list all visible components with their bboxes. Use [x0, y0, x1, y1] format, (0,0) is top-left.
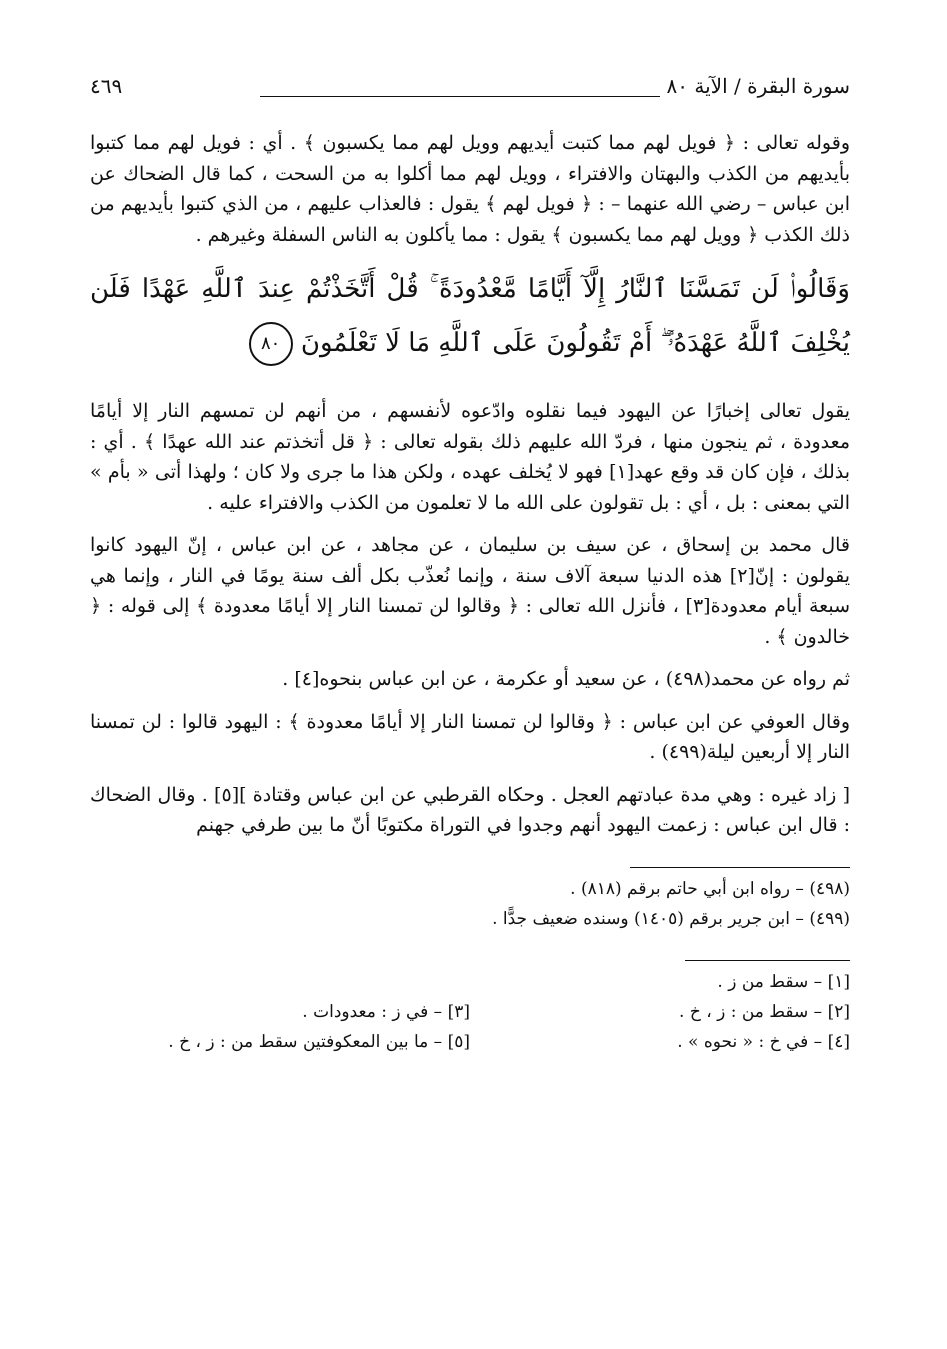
footnote-empty [90, 967, 470, 997]
footnote-4: [٤] – في خ : « نحوه » . [677, 1031, 850, 1052]
verse-text: وَقَالُوا۟ لَن تَمَسَّنَا ٱلنَّارُ إِلَّآ أَيَّامًا مَّعْدُودَةً ۚ قُلْ أَتَّخَذْتُمْ عِندَ ٱللَّهِ عَهْدًا فَلَن يُخْلِفَ ٱللَّهُ عَهْدَهُۥٓ ۖ أَمْ تَقُولُونَ عَلَى ٱللَّهِ مَا لَا تَعْلَمُونَ [90, 274, 850, 358]
footnote-5: [٥] – ما بين المعكوفتين سقط من : ز ، خ . [168, 1031, 470, 1052]
paragraph-commentary-3: قال محمد بن إسحاق ، عن سيف بن سليمان ، عن مجاهد ، عن ابن عباس ، إنّ اليهود كانوا يقولون : إنّ[٢] هذه الدنيا سبعة آلاف سنة ، وإنما نُعذّب بكل ألف سنة يومًا في النار ، وإنما هي سبعة أيام معدودة[٣] ، فأنزل الله تعالى : ﴿ وقالوا لن تمسنا النار إلا أيامًا معدودة ﴾ إلى قوله : ﴿ خالدون ﴾ . [90, 534, 850, 648]
footnote-499: (٤٩٩) – ابن جرير برقم (١٤٠٥) وسنده ضعيف جدًّا . [492, 908, 850, 929]
paragraph-commentary-4: ثم رواه عن محمد(٤٩٨) ، عن سعيد أو عكرمة ، عن ابن عباس بنحوه[٤] . [282, 668, 850, 690]
page-header [90, 60, 850, 100]
footnote-498: (٤٩٨) – رواه ابن أبي حاتم برقم (٨١٨) . [570, 878, 850, 899]
paragraph-commentary-5: وقال العوفي عن ابن عباس : ﴿ وقالوا لن تمسنا النار إلا أيامًا معدودة ﴾ : اليهود قالوا : لن تمسنا النار إلا أربعين ليلة(٤٩٩) . [90, 710, 850, 763]
surah-header-title: سورة البقرة / الآية ٨٠ [666, 74, 850, 98]
page-number: ٤٦٩ [90, 74, 123, 98]
quran-verse [90, 262, 850, 370]
header-rule [260, 96, 660, 97]
footnote-3: [٣] – في ز : معدودات . [302, 1001, 470, 1022]
footnote-1: [١] – سقط من ز . [717, 971, 850, 992]
bracketed-footnotes [90, 967, 850, 1057]
paragraph-commentary-2: يقول تعالى إخبارًا عن اليهود فيما نقلوه وادّعوه لأنفسهم ، من أنهم لن تمسهم النار إلا أيامًا معدودة ، ثم ينجون منها ، فردّ الله عليهم ذلك بقوله تعالى : ﴿ قل أتخذتم عند الله عهدًا ﴾ . أي : بذلك ، فإن كان قد وقع عهد[١] فهو لا يُخلف عهده ، ولكن هذا ما جرى ولا كان ؛ ولهذا أتى « بأم » التي بمعنى : بل ، أي : بل تقولون على الله ما لا تعلمون من الكذب والافتراء عليه . [90, 400, 850, 514]
book-page [90, 60, 850, 1057]
footnote-2: [٢] – سقط من : ز ، خ . [679, 1001, 850, 1022]
ayah-number-marker: ٨٠ [249, 322, 293, 366]
paragraph-commentary-1: وقوله تعالى : ﴿ فويل لهم مما كتبت أيديهم وويل لهم مما يكسبون ﴾ . أي : فويل لهم مما كتبوا بأيديهم من الكذب والبهتان والافتراء ، وويل لهم مما أكلوا به من السحت ، كما قال الضحاك عن ابن عباس – رضي الله عنهما – : ﴿ فويل لهم ﴾ يقول : فالعذاب عليهم ، من الذي كتبوا بأيديهم من ذلك الكذب ﴿ وويل لهم مما يكسبون ﴾ يقول : مما يأكلون به الناس السفلة وغيرهم . [90, 132, 851, 246]
paragraph-commentary-6: [ زاد غيره : وهي مدة عبادتهم العجل . وحكاه القرطبي عن ابن عباس وقتادة ][٥] . وقال الضحاك : قال ابن عباس : زعمت اليهود أنهم وجدوا في التوراة مكتوبًا أنّ ما بين طرفي جهنم [90, 783, 851, 836]
